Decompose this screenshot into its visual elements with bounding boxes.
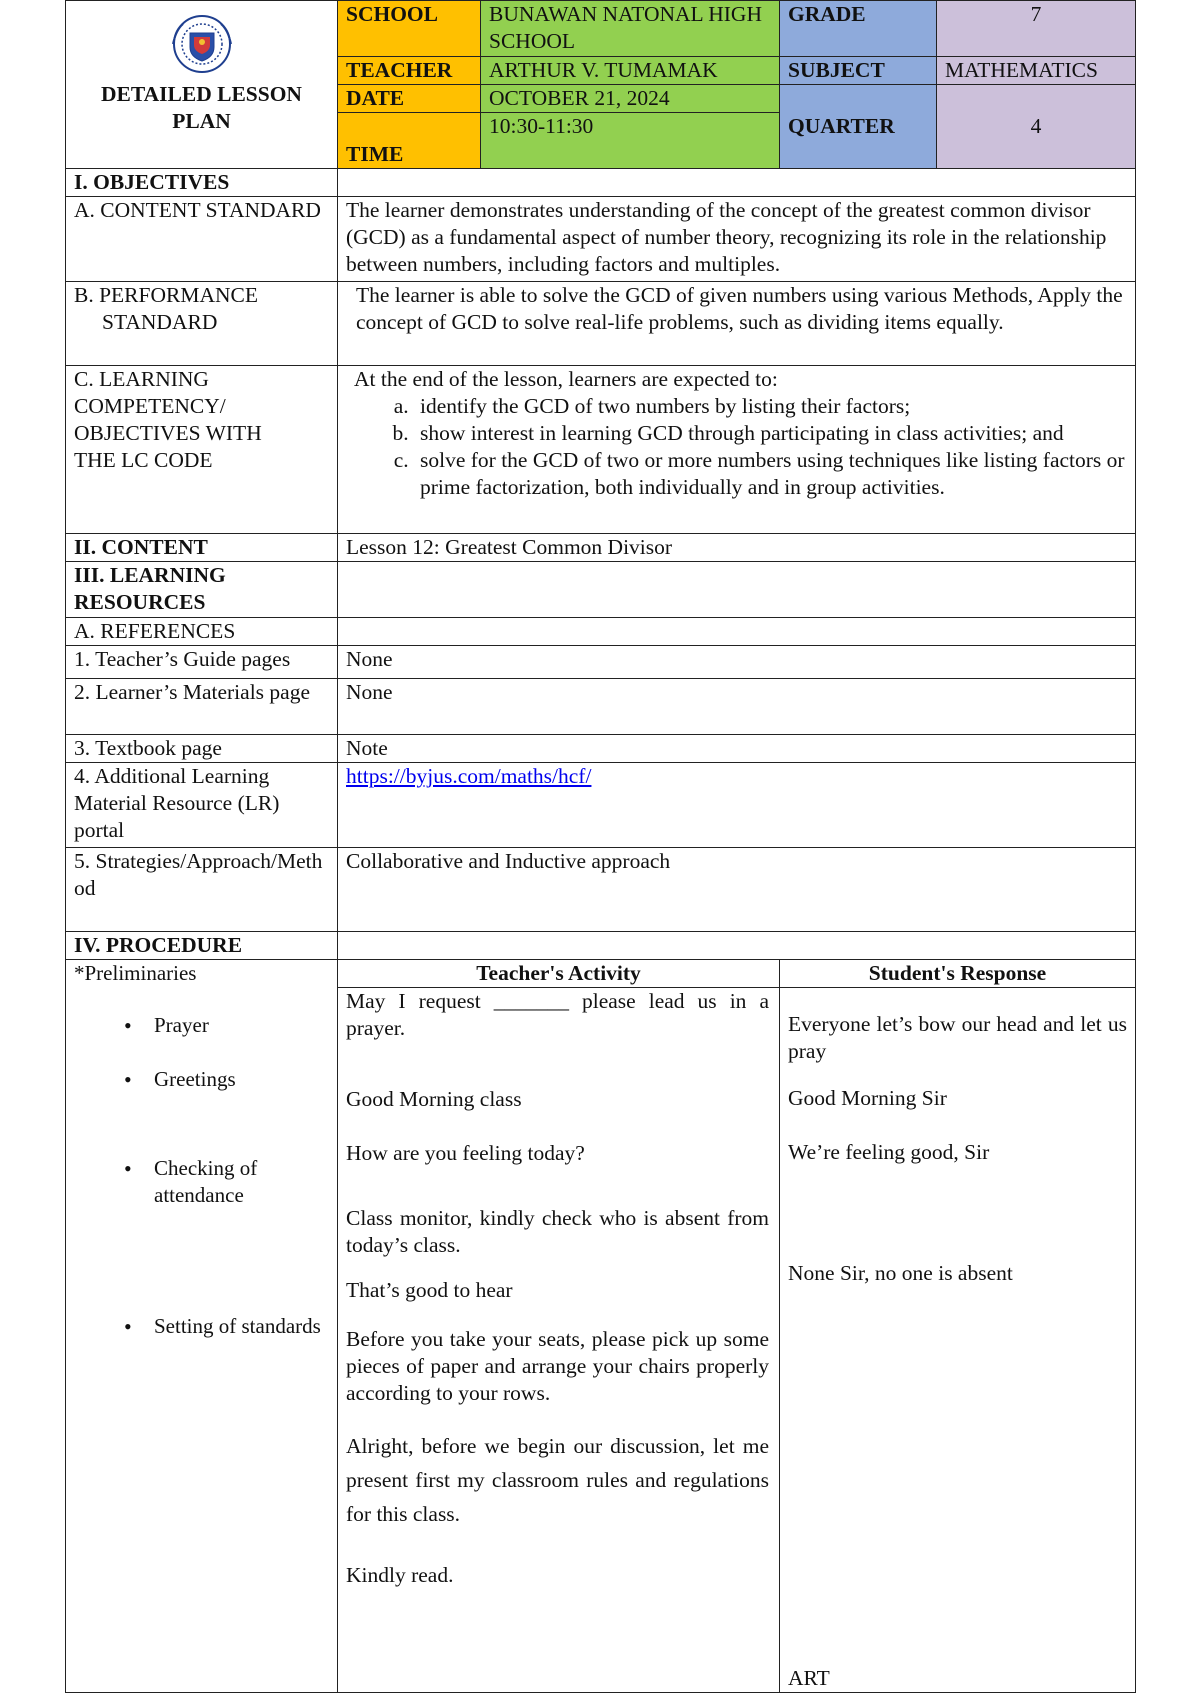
subject-label: SUBJECT <box>780 57 937 85</box>
school-value: BUNAWAN NATONAL HIGH SCHOOL <box>481 1 780 57</box>
textbook-value: Note <box>338 735 1136 763</box>
resources-heading-blank <box>338 562 1136 618</box>
deped-seal-icon <box>159 13 245 75</box>
student-response-cell <box>780 988 1136 1693</box>
school-label: SCHOOL <box>338 1 481 57</box>
teacher-activity-header: Teacher's Activity <box>338 960 780 988</box>
resources-heading <box>66 562 338 618</box>
competency-item-c: c. solve for the GCD of two or more numbers using techniques like listing factors or prime factorization, both individually and in group activities. <box>414 447 1127 501</box>
quarter-value <box>937 85 1136 169</box>
student-line-feeling: We’re feeling good, Sir <box>788 1140 990 1164</box>
additional-lr-value <box>338 763 1136 848</box>
subject-value: MATHEMATICS <box>937 57 1136 85</box>
textbook-label: 3. Textbook page <box>66 735 338 763</box>
strategies-label-text: 5. Strategies/Approach/Method <box>74 849 323 900</box>
date-value: OCTOBER 21, 2024 <box>481 85 780 113</box>
performance-standard-label-2: STANDARD <box>102 310 218 334</box>
objectives-heading: I. OBJECTIVES <box>66 169 338 197</box>
preliminaries-list <box>74 1012 329 1340</box>
student-line-art: ART <box>788 1666 830 1690</box>
performance-standard-value: The learner is able to solve the GCD of given numbers using various Methods, Apply the concept of GCD to solve real-life problems, such as dividing items equally. <box>338 282 1136 366</box>
additional-lr-label: 4. Additional Learning Material Resource (LR) portal <box>66 763 338 848</box>
preliminary-attendance: • Checking of attendance <box>124 1155 329 1209</box>
competency-label: C. LEARNING COMPETENCY/ OBJECTIVES WITH THE LC CODE <box>66 366 338 534</box>
date-label: DATE <box>338 85 481 113</box>
competency-intro: At the end of the lesson, learners are expected to: <box>354 367 778 391</box>
teacher-line-attendance: Class monitor, kindly check who is absent from today’s class. <box>346 1206 769 1257</box>
preliminary-greetings: • Greetings <box>124 1066 329 1093</box>
additional-lr-link[interactable]: https://byjus.com/maths/hcf/ <box>346 764 592 788</box>
student-line-greeting: Good Morning Sir <box>788 1086 947 1110</box>
lesson-plan-table <box>65 0 1136 1693</box>
competency-item-b: b. show interest in learning GCD through participating in class activities; and <box>414 420 1127 447</box>
teacher-line-rules: Alright, before we begin our discussion, let me present first my classroom rules and regulations for this class. <box>346 1434 769 1526</box>
teacher-line-prayer: May I request _______ please lead us in a prayer. <box>346 989 769 1040</box>
student-line-absent: None Sir, no one is absent <box>788 1261 1013 1285</box>
grade-value: 7 <box>937 1 1136 57</box>
quarter-label-text: QUARTER <box>788 114 895 138</box>
grade-label: GRADE <box>780 1 937 57</box>
time-label-text: TIME <box>346 142 404 166</box>
teacher-label: TEACHER <box>338 57 481 85</box>
competency-value <box>338 366 1136 534</box>
teacher-value: ARTHUR V. TUMAMAK <box>481 57 780 85</box>
references-blank <box>338 618 1136 646</box>
teacher-line-seats: Before you take your seats, please pick up some pieces of paper and arrange your chairs properly according to your rows. <box>346 1327 769 1405</box>
preliminaries-cell <box>66 960 338 1693</box>
resources-heading-text: III. LEARNING RESOURCES <box>74 563 226 614</box>
competency-item-a: a. identify the GCD of two numbers by listing their factors; <box>414 393 1127 420</box>
teacher-line-feeling: How are you feeling today? <box>346 1141 585 1165</box>
teachers-guide-value: None <box>338 646 1136 679</box>
teacher-line-read: Kindly read. <box>346 1563 454 1587</box>
content-heading: II. CONTENT <box>66 534 338 562</box>
strategies-label <box>66 848 338 932</box>
teacher-activity-cell <box>338 988 780 1693</box>
strategies-value: Collaborative and Inductive approach <box>338 848 1136 932</box>
content-value: Lesson 12: Greatest Common Divisor <box>338 534 1136 562</box>
student-line-prayer: Everyone let’s bow our head and let us pray <box>788 1012 1127 1063</box>
content-standard-label: A. CONTENT STANDARD <box>66 197 338 282</box>
teachers-guide-label: 1. Teacher’s Guide pages <box>66 646 338 679</box>
teacher-line-good: That’s good to hear <box>346 1278 513 1302</box>
plan-title: DETAILED LESSON PLAN <box>101 82 302 133</box>
procedure-heading: IV. PROCEDURE <box>66 932 338 960</box>
learners-materials-value: None <box>338 679 1136 735</box>
quarter-value-text: 4 <box>1030 114 1042 138</box>
teacher-line-greeting: Good Morning class <box>346 1087 522 1111</box>
competency-list <box>354 393 1127 501</box>
performance-standard-label <box>66 282 338 366</box>
learners-materials-label: 2. Learner’s Materials page <box>66 679 338 735</box>
preliminary-prayer: • Prayer <box>124 1012 329 1039</box>
performance-standard-label-1: B. PERFORMANCE <box>74 283 258 307</box>
procedure-heading-blank <box>338 932 1136 960</box>
time-label <box>338 113 481 169</box>
student-response-header: Student's Response <box>780 960 1136 988</box>
preliminary-standards: • Setting of standards <box>124 1313 329 1340</box>
preliminaries-label: *Preliminaries <box>74 961 197 985</box>
content-standard-value: The learner demonstrates understanding of the concept of the greatest common divisor (GCD) as a fundamental aspect of number theory, recognizing its role in the relationship between numbers, including factors and multiples. <box>338 197 1136 282</box>
header-title-cell <box>66 1 338 169</box>
lesson-plan-page <box>65 0 1135 1693</box>
time-value: 10:30-11:30 <box>481 113 780 169</box>
quarter-label <box>780 85 937 169</box>
references-label: A. REFERENCES <box>66 618 338 646</box>
objectives-heading-blank <box>338 169 1136 197</box>
